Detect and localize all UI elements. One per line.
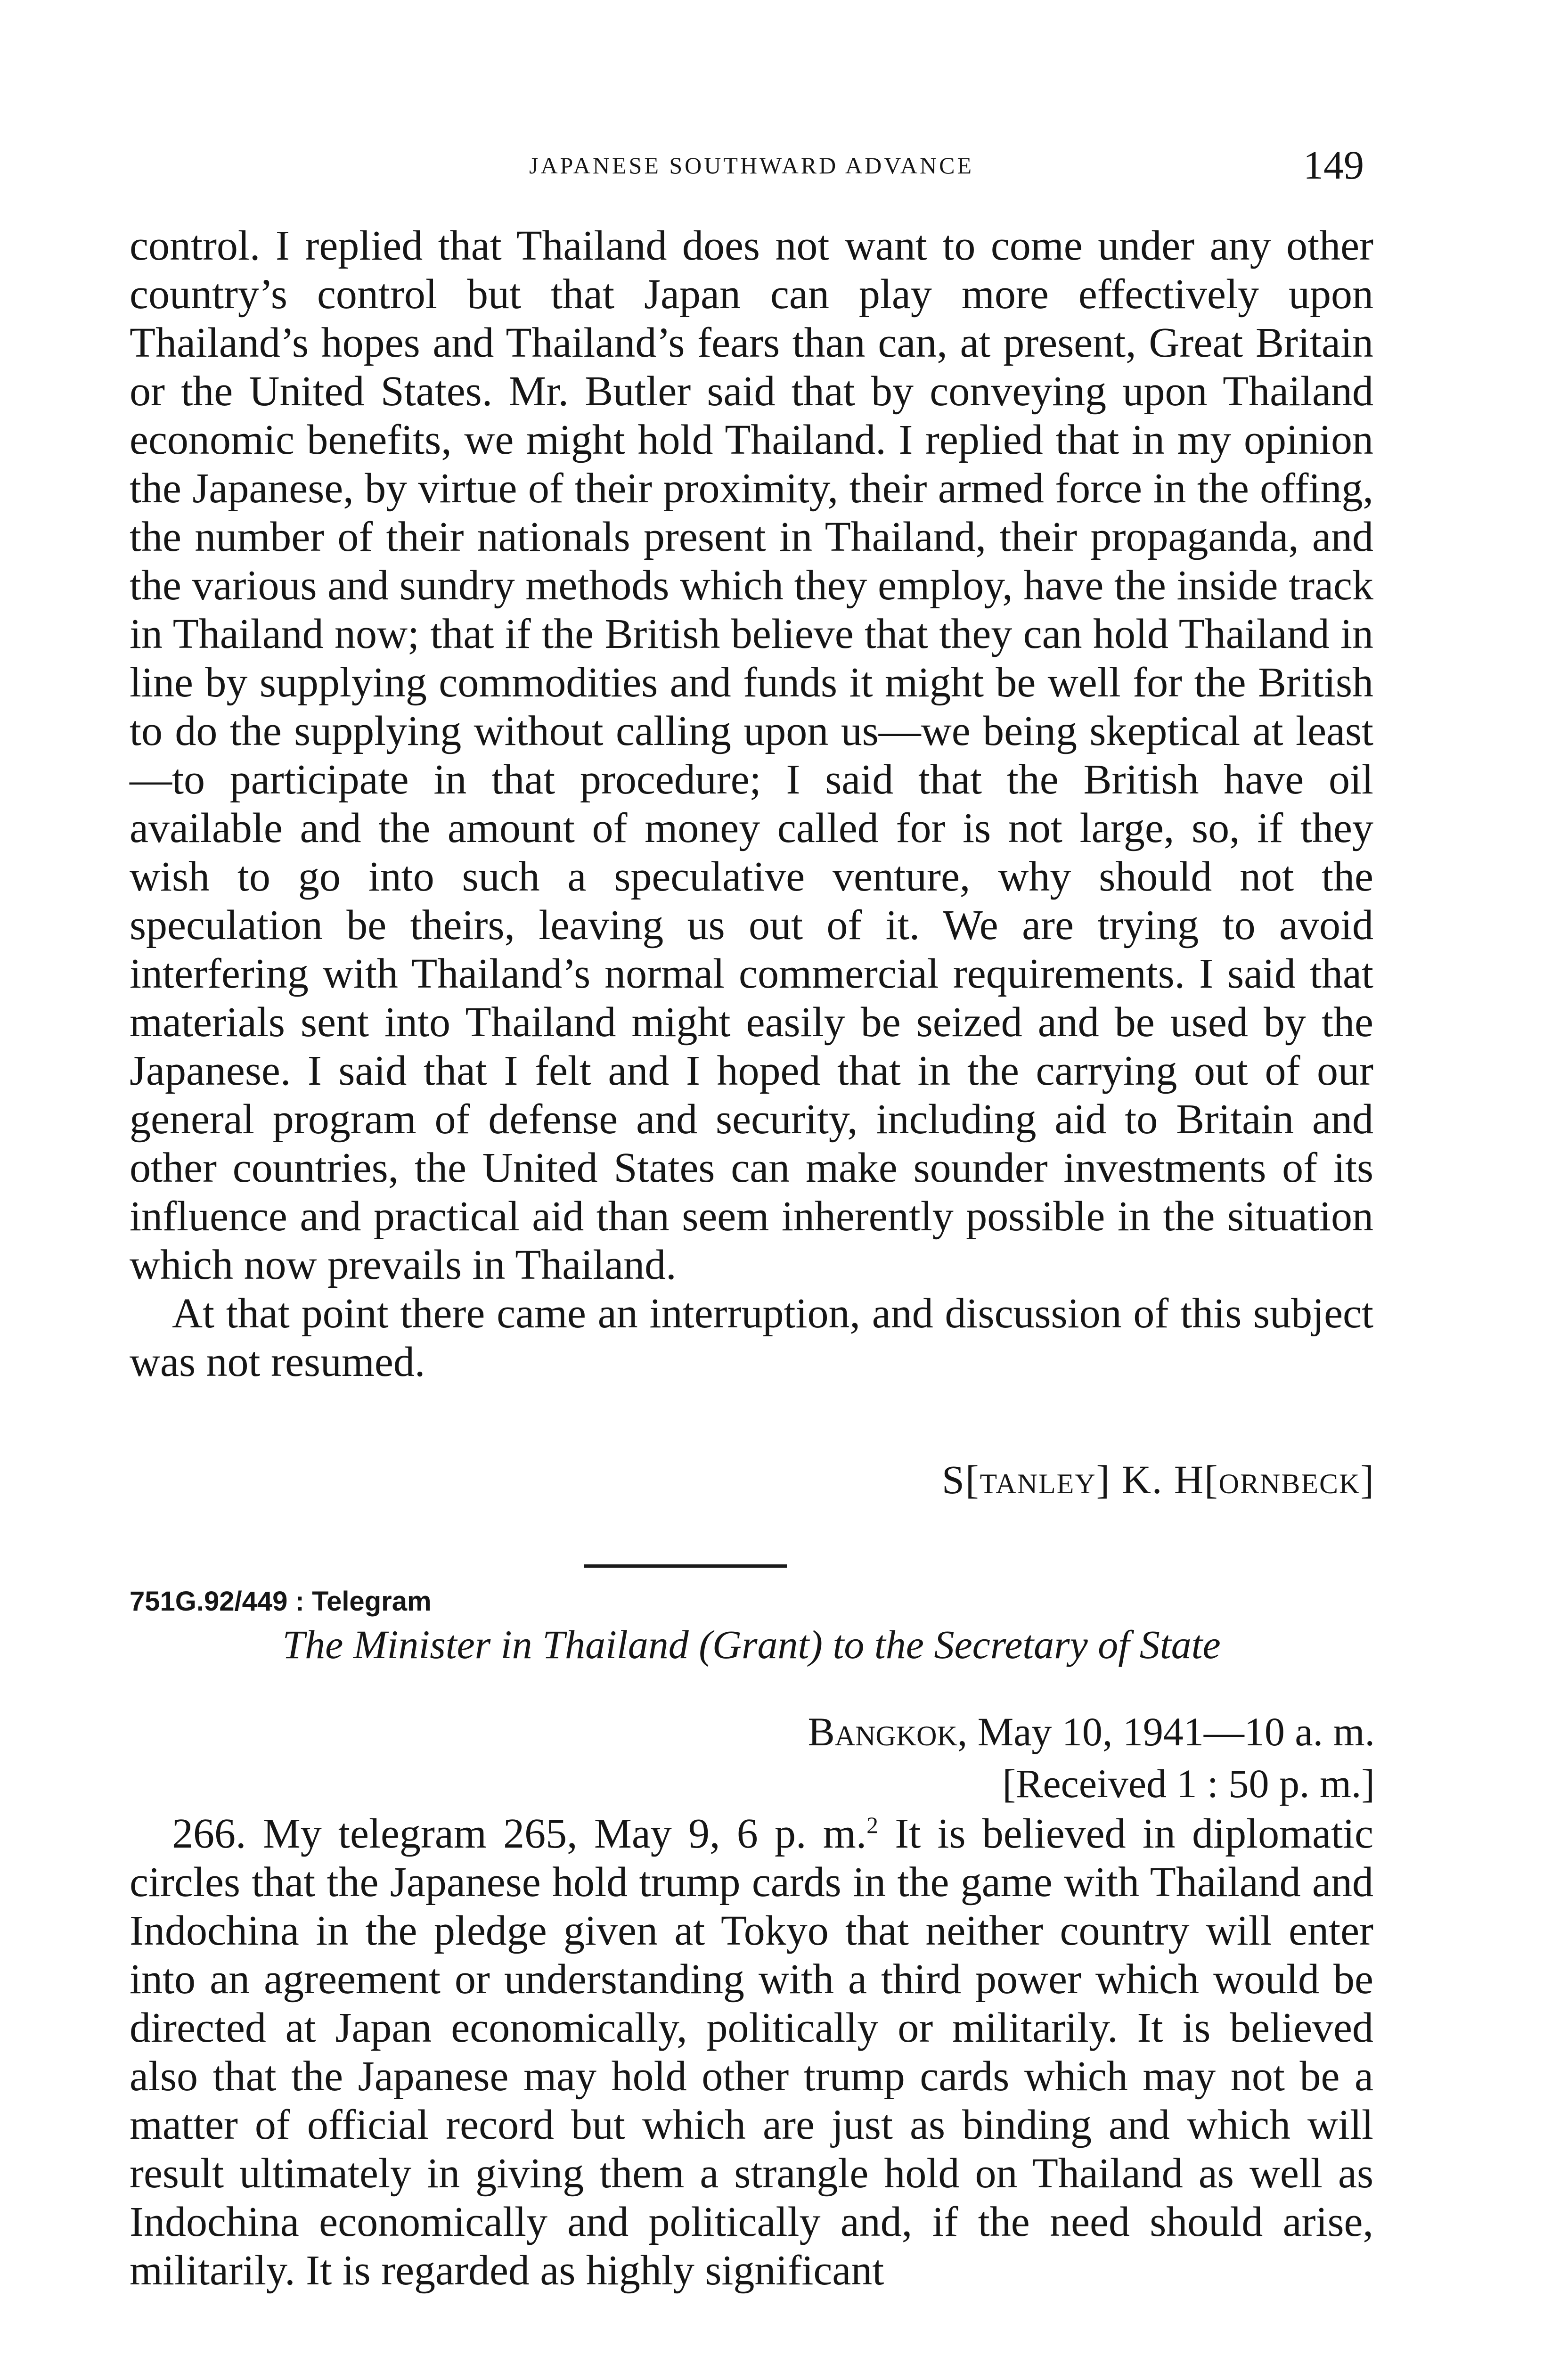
page-number: 149: [1303, 142, 1364, 188]
paragraph-2: At that point there came an interruption, and discussion of this subject was not resumed.: [130, 1290, 1373, 1385]
footnote-reference: 2: [866, 1812, 879, 1838]
document-id: 751G.92/449 : Telegram: [130, 1586, 432, 1617]
signature-h: H: [1174, 1457, 1205, 1502]
running-title: JAPANESE SOUTHWARD ADVANCE: [529, 152, 974, 179]
telegram-paragraph: [130, 1809, 1373, 2295]
document-heading: The Minister in Thailand (Grant) to the Secretary of State: [282, 1622, 1221, 1667]
signature: S[tanley] K. H[ornbeck]: [942, 1457, 1375, 1502]
telegram-body: [130, 1809, 1373, 2295]
telegram-lead: 266. My telegram 265, May 9, 6 p. m.: [172, 1810, 867, 1857]
memo-continuation: [130, 221, 1373, 1386]
signature-s: S: [942, 1457, 965, 1502]
dateline-place: Bangkok: [808, 1709, 957, 1754]
dateline: [808, 1706, 1375, 1809]
signature-k: K.: [1121, 1457, 1163, 1502]
running-header: [130, 141, 1373, 198]
signature-hornbeck: ornbeck: [1218, 1457, 1361, 1502]
paragraph-1: control. I replied that Thailand does not want to come under any other country’s control but that Japan can play more effectively upon Thailand’s hopes and Thailand’s fears than can, at present, Great Britain or the United States. Mr. Butler said that by conveying upon Thailand economic benefits, we might hold Thailand. I replied that in my opinion the Japanese, by virtue of their proximity, their armed force in the offing, the number of their nationals present in Thailand, their propaganda, and the various and sundry methods which they employ, have the inside track in Thailand now; that if the British believe that they can hold Thailand in line by supplying commodities and funds it might be well for the British to do the supplying without calling upon us—we being skeptical at least—to participate in that procedure; I said that the British have oil available and the amount of money called for is not large, so, if they wish to go into such a speculative venture, why should not the speculation be theirs, leaving us out of it. We are trying to avoid interfering with Thailand’s normal commercial requirements. I said that materials sent into Thailand might easily be seized and be used by the Japanese. I said that I felt and I hoped that in the carrying out of our general program of defense and security, including aid to Britain and other countries, the United States can make sounder investments of its influence and practical aid than seem inherently possible in the situation which now prevails in Thailand.: [130, 222, 1373, 1288]
dateline-sent: [808, 1706, 1375, 1758]
dateline-date: , May 10, 1941—10 a. m.: [957, 1709, 1375, 1754]
signature-stanley: tanley: [980, 1457, 1096, 1502]
telegram-text: It is believed in diplomatic circles that the Japanese hold trump cards in the game with Thailand and Indochina in the pledge given at Tokyo that neither country will enter into an agreement or understanding with a third power which would be directed at Japan economically, politically or militarily. It is believed also that the Japanese may hold other trump cards which may not be a matter of official record but which are just as binding and which will result ultimately in giving them a strangle hold on Thailand as well as Indochina economically and politically and, if the need should arise, militarily. It is regarded as highly significant: [130, 1810, 1373, 2294]
section-divider: [584, 1564, 787, 1568]
dateline-received: [Received 1 : 50 p. m.]: [1002, 1761, 1375, 1806]
